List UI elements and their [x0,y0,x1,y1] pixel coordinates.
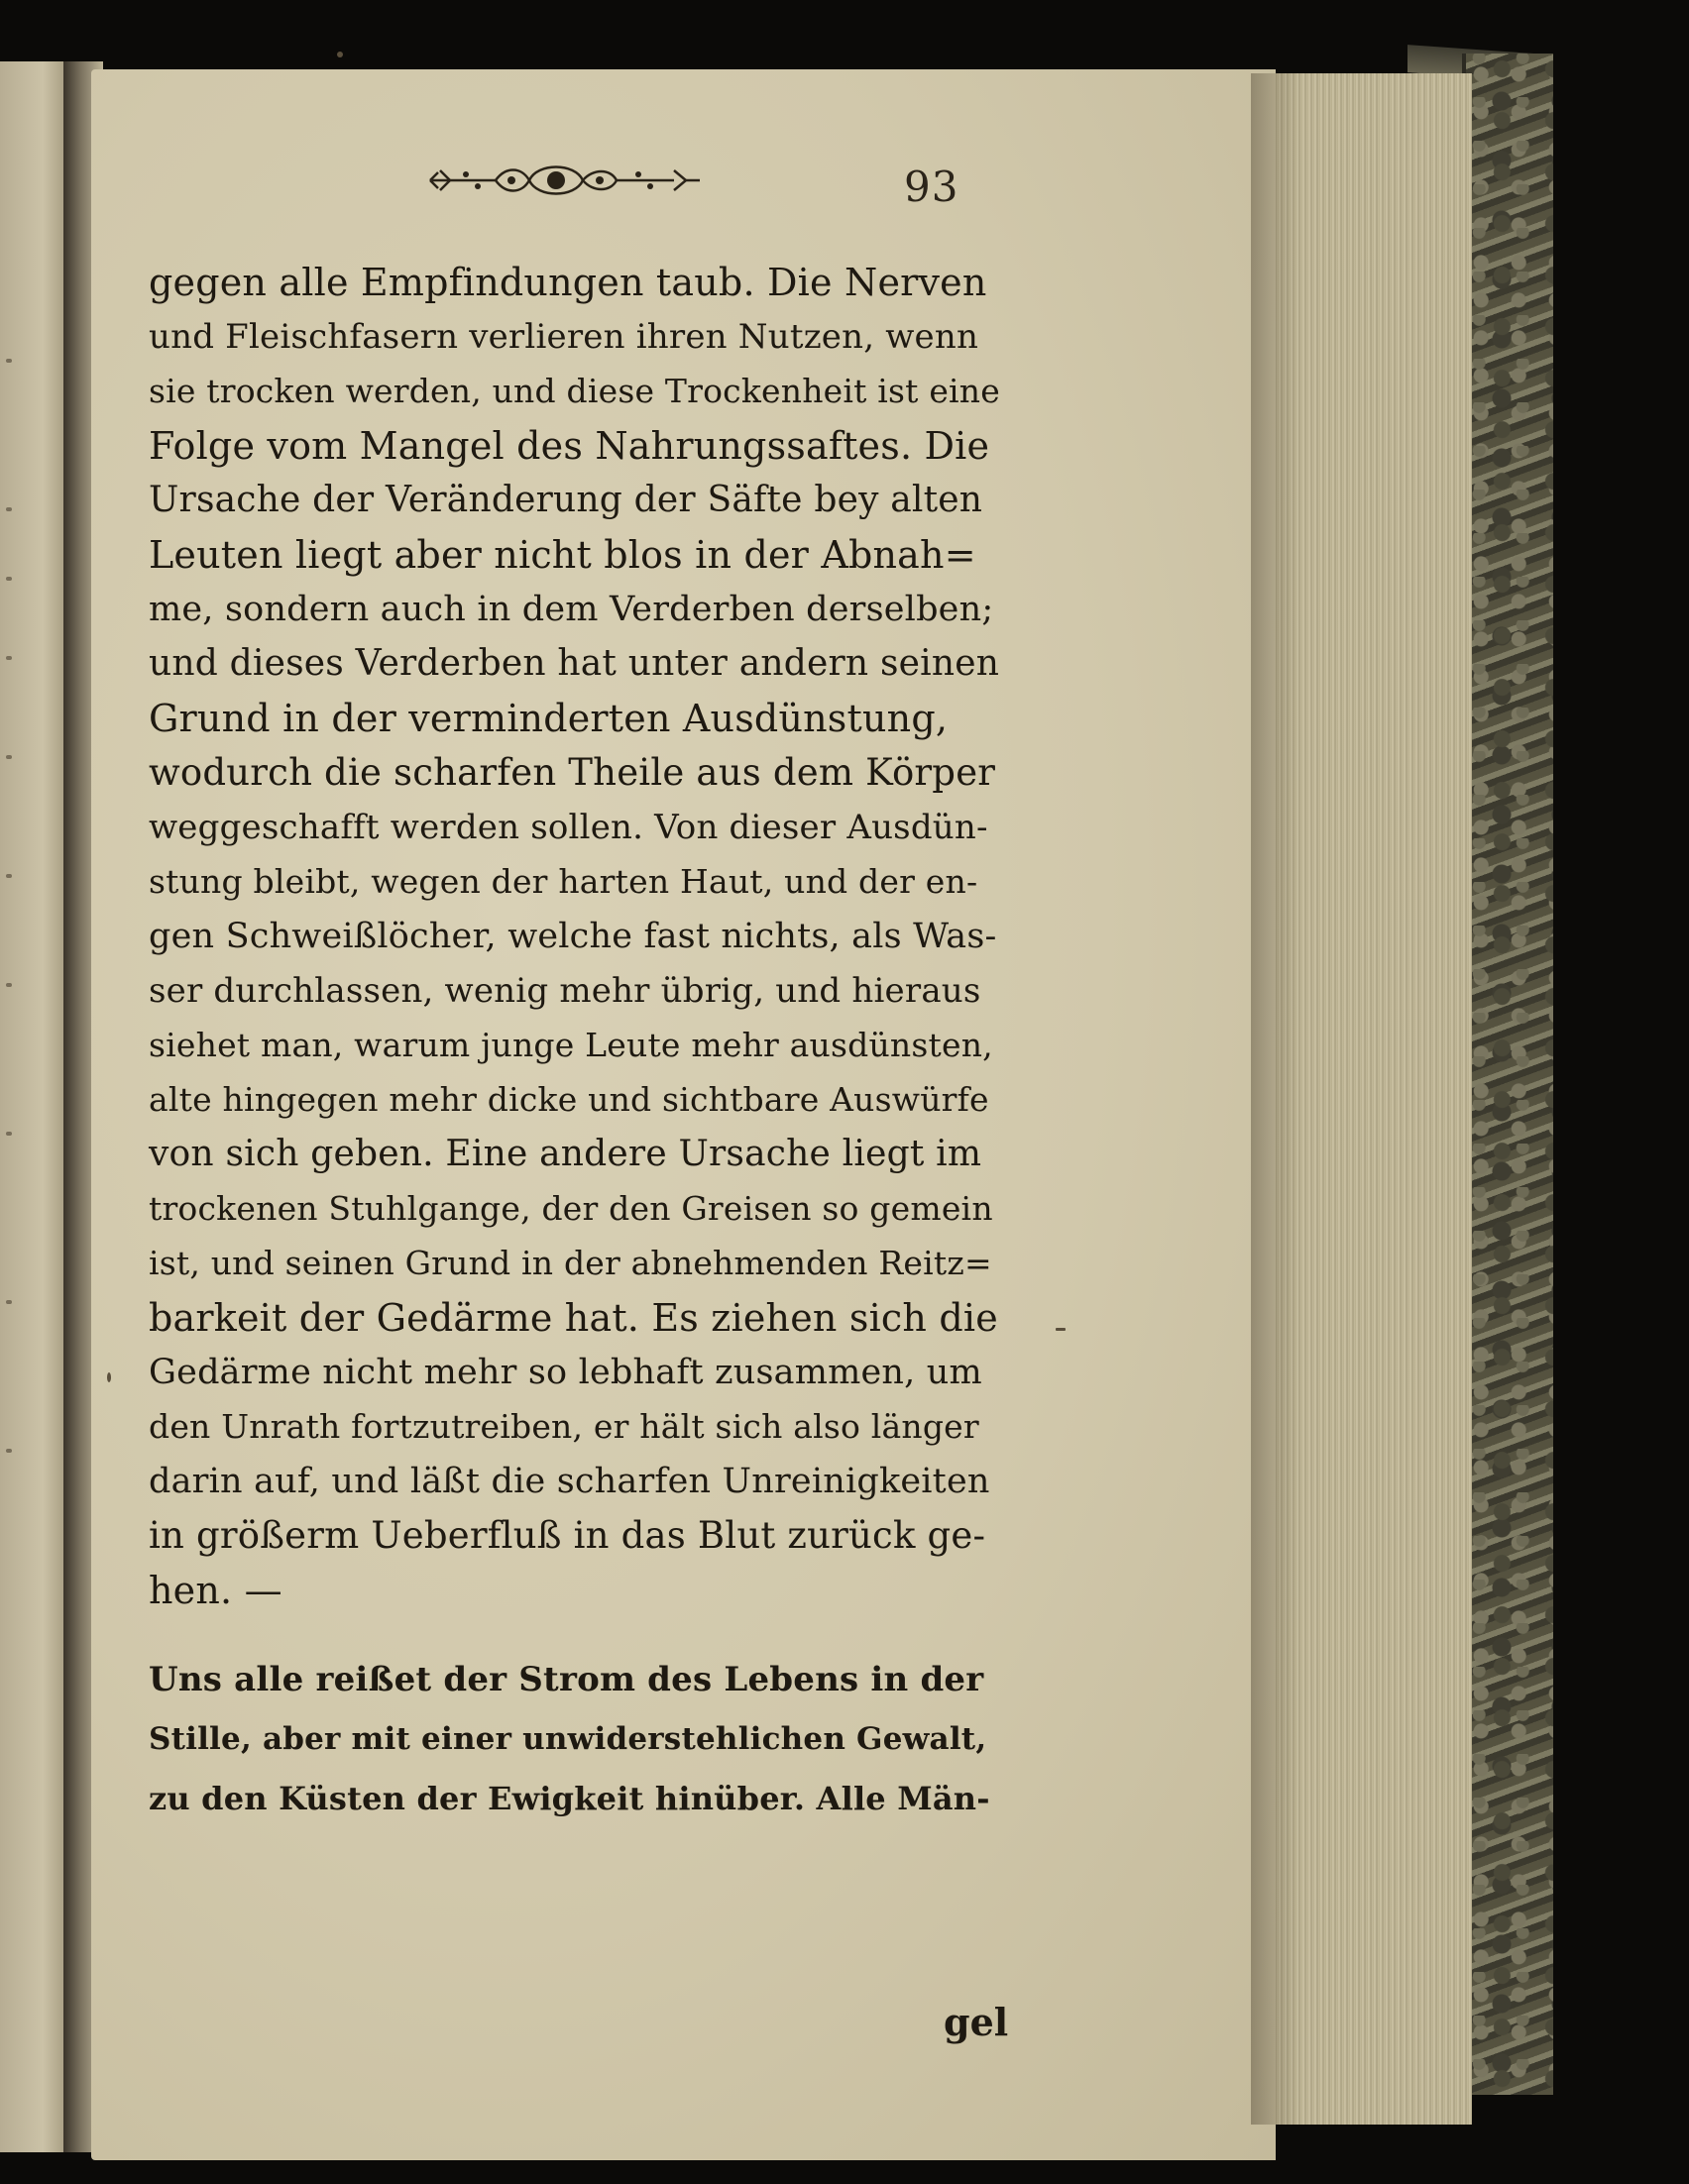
text-line: Ursache der Veränderung der Säfte bey alten [149,480,983,520]
ornament-vignette-icon [426,159,704,202]
text-line: weggeschafft werden sollen. Von dieser Ausdün- [149,808,988,847]
catchword: gel [944,2000,1009,2044]
text-line: Uns alle reißet der Strom des Lebens in der [149,1660,984,1699]
text-line: darin auf, und läßt die scharfen Unreinigkeiten [149,1462,990,1501]
marbled-cover [1462,54,1553,2095]
text-line: Stille, aber mit einer unwiderstehlichen Gewalt, [149,1721,987,1757]
text-line: gegen alle Empfindungen taub. Die Nerven [149,261,987,304]
text-line: siehet man, warum junge Leute mehr ausdünsten, [149,1026,993,1064]
text-line: gen Schweißlöcher, welche fast nichts, als Was- [149,917,997,956]
facing-page-edge [0,61,71,2152]
text-line: von sich geben. Eine andere Ursache liegt im [149,1134,982,1174]
text-line: und Fleischfasern verlieren ihren Nutzen, wenn [149,317,979,357]
page-edge-shadow [1251,73,1300,2125]
text-line: trockenen Stuhlgange, der den Greisen so gemein [149,1189,993,1228]
text-line: stung bleibt, wegen der harten Haut, und der en- [149,862,978,901]
text-line: Gedärme nicht mehr so lebhaft zusammen, um [149,1353,982,1392]
text-line: den Unrath fortzutreiben, er hält sich also länger [149,1407,979,1446]
text-line: Grund in der verminderten Ausdünstung, [149,697,949,740]
text-line: me, sondern auch in dem Verderben derselben; [149,590,994,629]
text-line: Leuten liegt aber nicht blos in der Abnah= [149,533,976,577]
text-line: alte hingegen mehr dicke und sichtbare Auswürfe [149,1080,989,1119]
text-line: ist, und seinen Grund in der abnehmenden Reitz= [149,1244,992,1282]
text-line: ser durchlassen, wenig mehr übrig, und hieraus [149,971,981,1011]
text-line: barkeit der Gedärme hat. Es ziehen sich die [149,1296,998,1340]
text-line: sie trocken werden, und diese Trockenheit ist eine [149,372,1000,410]
text-line: Folge vom Mangel des Nahrungssaftes. Die [149,424,990,468]
text-line: und dieses Verderben hat unter andern seinen [149,643,1000,684]
text-line: in größerm Ueberfluß in das Blut zurück ge- [149,1514,986,1557]
text-line: wodurch die scharfen Theile aus dem Körper [149,751,996,794]
text-line: zu den Küsten der Ewigkeit hinüber. Alle Män- [149,1780,990,1817]
text-line: hen. — [149,1569,282,1612]
page-number: 93 [904,163,959,211]
